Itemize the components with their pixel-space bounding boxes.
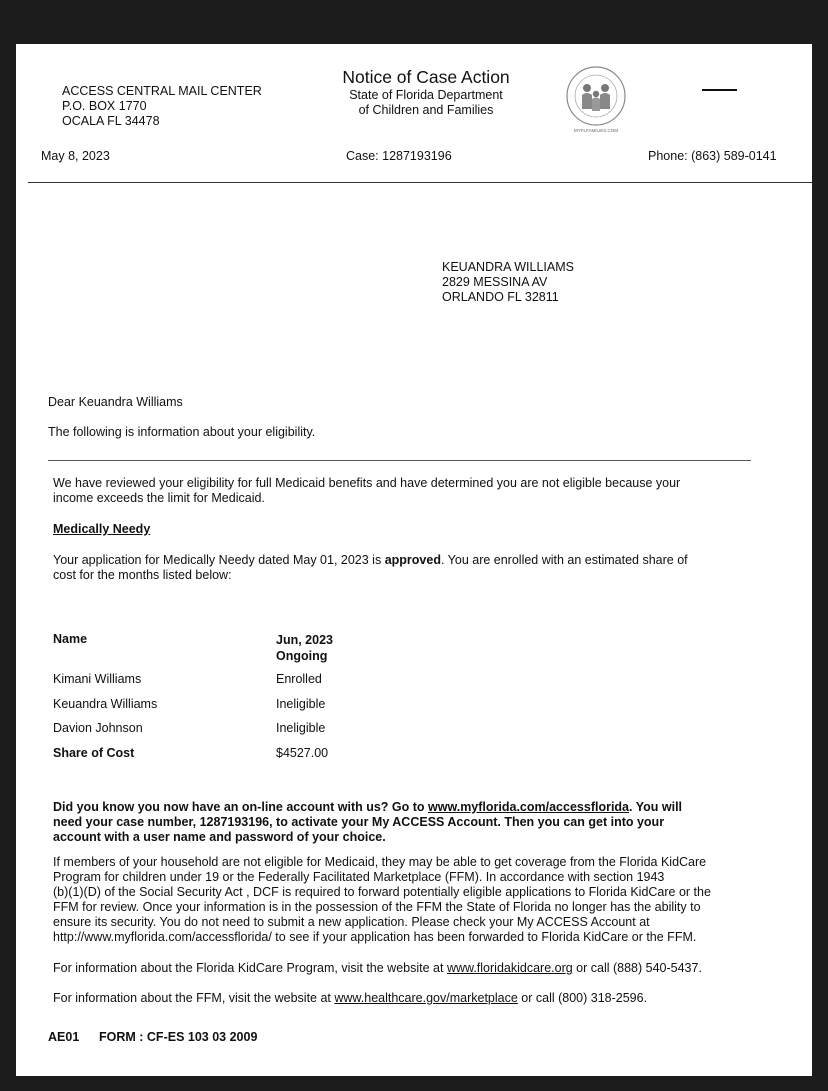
paragraph-line: [53, 553, 688, 568]
table-row-name: Kimani Williams: [53, 672, 142, 686]
notice-title-block: [316, 66, 536, 118]
app-text: Your application for Medically Needy dated May 01, 2023 is: [53, 553, 385, 567]
kidcare-paragraph: [53, 855, 711, 945]
info-text: or call (800) 318-2596.: [517, 991, 648, 1005]
paragraph-line: ensure its security. You do not need to submit a new application. Please check your My ACCESS Account at: [53, 915, 650, 929]
dcf-seal-logo: [563, 66, 629, 134]
paragraph-line: (b)(1)(D) of the Social Security Act , DCF is required to forward potentially eligible applications to Florida KidCare or the: [53, 885, 711, 899]
seal-caption: MYFLFAMILIES.COM: [573, 128, 619, 133]
notice-page: [16, 44, 812, 1076]
paragraph-line: FFM for review. Once your information is in the possession of the FFM the State of Florida no longer has the ability to: [53, 900, 701, 914]
paragraph-line: income exceeds the limit for Medicaid.: [53, 491, 265, 505]
sender-line: OCALA FL 34478: [62, 114, 160, 128]
paragraph-line: cost for the months listed below:: [53, 568, 232, 582]
recipient-line: ORLANDO FL 32811: [442, 290, 559, 304]
table-header-period: [276, 632, 333, 664]
paragraph-line: [53, 800, 682, 815]
application-paragraph: [53, 553, 688, 583]
recipient-line: 2829 MESSINA AV: [442, 275, 548, 289]
info-text: For information about the FFM, visit the website at: [53, 991, 335, 1005]
share-of-cost-value: $4527.00: [276, 746, 329, 760]
table-row-name: Davion Johnson: [53, 721, 143, 735]
case-number: Case: 1287193196: [346, 149, 452, 163]
form-code: AE01: [48, 1030, 80, 1044]
department-line: State of Florida Department: [349, 88, 503, 102]
table-row-status: Ineligible: [276, 697, 326, 711]
greeting: Dear Keuandra Williams: [48, 395, 183, 409]
section-heading: Medically Needy: [53, 522, 151, 536]
online-text: . You will: [629, 800, 683, 814]
paragraph-line: If members of your household are not eligible for Medicaid, they may be able to get coverage from the Florida KidCare: [53, 855, 707, 869]
approval-status: approved: [384, 553, 441, 567]
department-line: of Children and Families: [358, 103, 494, 117]
table-row-status: Enrolled: [276, 672, 322, 686]
section-divider: [48, 460, 751, 461]
online-account-paragraph: [53, 800, 682, 845]
app-text: . You are enrolled with an estimated share of: [440, 553, 688, 567]
phone-number: Phone: (863) 589-0141: [648, 149, 777, 163]
period-ongoing: Ongoing: [276, 649, 328, 663]
recipient-address: [442, 260, 574, 305]
form-number: FORM : CF-ES 103 03 2009: [99, 1030, 258, 1044]
sender-line: ACCESS CENTRAL MAIL CENTER: [62, 84, 262, 98]
recipient-line: KEUANDRA WILLIAMS: [442, 260, 574, 274]
info-text: For information about the Florida KidCare Program, visit the website at: [53, 961, 447, 975]
info-text: or call (888) 540-5437.: [572, 961, 702, 975]
online-text: Did you know you now have an on-line account with us? Go to: [53, 800, 429, 814]
paragraph-line: We have reviewed your eligibility for full Medicaid benefits and have determined you are not eligible because your: [53, 476, 681, 490]
decorative-dash: [702, 89, 737, 91]
table-row-name: Keuandra Williams: [53, 697, 158, 711]
paragraph-line: Program for children under 19 or the Federally Facilitated Marketplace (FFM). In accordance with section 1943: [53, 870, 665, 884]
paragraph-line: account with a user name and password of your choice.: [53, 830, 386, 844]
healthcare-gov-link[interactable]: www.healthcare.gov/marketplace: [334, 991, 518, 1005]
table-row-status: Ineligible: [276, 721, 326, 735]
medicaid-paragraph: [53, 476, 680, 506]
sender-line: P.O. BOX 1770: [62, 99, 147, 113]
kidcare-info: [53, 961, 702, 976]
sender-address: [62, 84, 262, 129]
notice-date: May 8, 2023: [41, 149, 110, 163]
intro-text: The following is information about your eligibility.: [48, 425, 316, 439]
ffm-info: [53, 991, 647, 1006]
period-month: Jun, 2023: [276, 633, 333, 647]
share-of-cost-label: Share of Cost: [53, 746, 135, 760]
access-florida-link[interactable]: www.myflorida.com/accessflorida: [428, 800, 630, 814]
kidcare-link[interactable]: www.floridakidcare.org: [446, 961, 573, 975]
notice-title: Notice of Case Action: [342, 67, 510, 87]
table-header-name: Name: [53, 632, 88, 646]
header-divider: [28, 182, 812, 183]
paragraph-line: http://www.myflorida.com/accessflorida/ to see if your application has been forwarded to Florida KidCare or the FFM.: [53, 930, 697, 944]
paragraph-line: need your case number, 1287193196, to activate your My ACCESS Account. Then you can get into your: [53, 815, 665, 829]
